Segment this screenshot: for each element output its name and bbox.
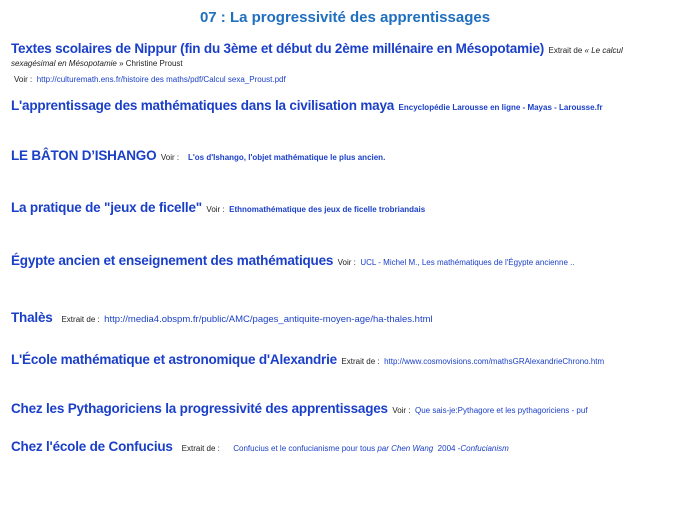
- entry-nippur: [11, 40, 684, 87]
- page-title: 07 : La progressivité des apprentissages: [199, 9, 491, 26]
- extrait-label: Extrait de :: [181, 444, 220, 453]
- link-ishango[interactable]: L'os d'Ishango, l'objet mathématique le plus ancien.: [188, 153, 386, 162]
- entry-ficelle: [11, 199, 684, 217]
- extrait-label: Extrait de :: [341, 357, 380, 366]
- extrait-label: Extrait de: [548, 46, 583, 55]
- entry-confucius: [11, 438, 684, 456]
- entry-maya: [11, 97, 684, 115]
- link-confucius-publisher: Confucianism: [460, 444, 509, 453]
- link-thales[interactable]: http://media4.obspm.fr/public/AMC/pages_antiquite-moyen-age/ha-thales.html: [104, 314, 433, 325]
- link-confucius-year: 2004 -: [433, 444, 461, 453]
- entry-alexandrie: [11, 351, 684, 369]
- heading-confucius: Chez l'école de Confucius: [11, 439, 173, 454]
- entry-thales: [11, 309, 684, 327]
- voir-label: Voir :: [392, 406, 411, 415]
- link-pythagore[interactable]: Que sais-je:Pythagore et les pythagoriciens - puf: [415, 406, 588, 415]
- author-name: Christine Proust: [123, 59, 183, 69]
- voir-label: Voir :: [160, 153, 180, 162]
- voir-label: Voir :: [206, 205, 225, 214]
- link-confucius-author: Chen Wang: [391, 444, 434, 453]
- quote-close: »: [116, 59, 124, 69]
- entry-pythagore: [11, 400, 684, 418]
- heading-alexandrie: L'École mathématique et astronomique d'Alexandrie: [11, 352, 337, 367]
- heading-pythagore: Chez les Pythagoriciens la progressivité des apprentissages: [11, 401, 388, 416]
- voir-label: Voir :: [337, 258, 356, 267]
- entry-ishango: [11, 147, 684, 165]
- link-ficelle[interactable]: Ethnomathématique des jeux de ficelle trobriandais: [229, 205, 426, 214]
- link-nippur[interactable]: http://culturemath.ens.fr/histoire des maths/pdf/Calcul sexa_Proust.pdf: [36, 74, 286, 84]
- heading-ishango: LE BÂTON D’ISHANGO: [11, 148, 157, 163]
- heading-thales: Thalès: [11, 310, 53, 325]
- entry-egypte: [11, 252, 684, 270]
- quote-open: «: [584, 46, 592, 55]
- link-egypte[interactable]: UCL - Michel M., Les mathématiques de l'Égypte ancienne ..: [360, 258, 575, 267]
- link-alexandrie[interactable]: http://www.cosmovisions.com/mathsGRAlexandrieChrono.htm: [384, 357, 605, 366]
- heading-ficelle: La pratique de "jeux de ficelle": [11, 200, 202, 215]
- heading-egypte: Égypte ancien et enseignement des mathématiques: [11, 253, 334, 268]
- link-confucius-title: Confucius et le confucianisme pour tous: [233, 444, 376, 453]
- heading-maya: L'apprentissage des mathématiques dans la civilisation maya: [11, 98, 395, 113]
- book-title-part2: sexagésimal en Mésopotamie: [11, 59, 117, 69]
- extrait-label: Extrait de :: [61, 315, 100, 324]
- voir-label: Voir :: [14, 74, 33, 84]
- link-confucius[interactable]: [233, 444, 509, 453]
- link-maya[interactable]: Encyclopédie Larousse en ligne - Mayas - Larousse.fr: [398, 103, 603, 112]
- link-confucius-par: par: [375, 444, 392, 453]
- book-title-part1: Le calcul: [591, 46, 623, 55]
- heading-nippur: Textes scolaires de Nippur (fin du 3ème et début du 2ème millénaire en Mésopotamie): [11, 41, 545, 56]
